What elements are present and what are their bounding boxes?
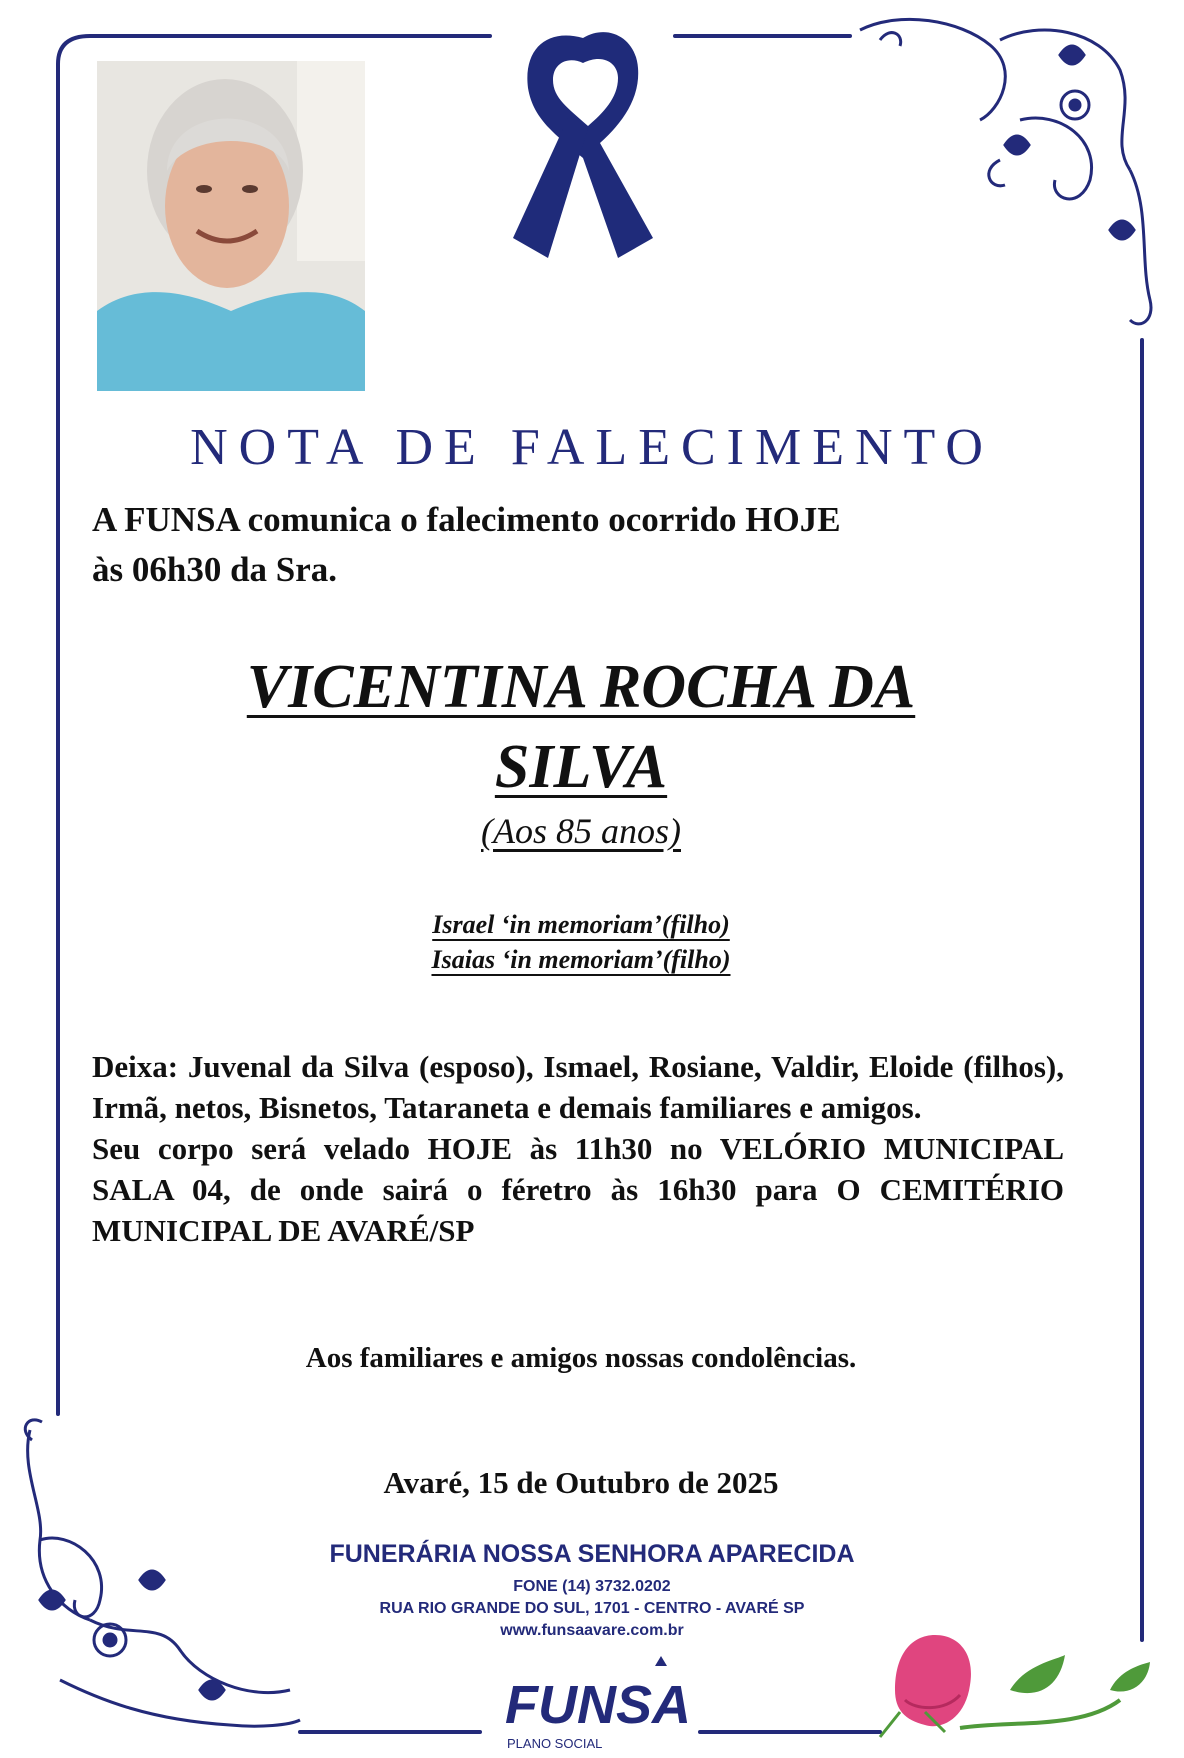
funeral-home-name: FUNERÁRIA NOSSA SENHORA APARECIDA xyxy=(329,1540,855,1568)
deceased-name xyxy=(0,732,1162,803)
age-text xyxy=(0,810,1162,852)
funsa-logo xyxy=(497,1638,687,1753)
intro-line: A FUNSA comunica o falecimento ocorrido HOJE xyxy=(92,500,841,539)
intro-line: às 06h30 da Sra. xyxy=(92,550,338,589)
date-text: Avaré, 15 de Outubro de 2025 xyxy=(383,1465,779,1500)
logo-wordmark: FUNSA xyxy=(505,1675,687,1735)
notice-body xyxy=(92,1046,1064,1251)
funeral-home-address: RUA RIO GRANDE DO SUL, 1701 - CENTRO - AVARÉ SP xyxy=(379,1600,805,1617)
memoriam-text: Isaias ‘in memoriam’(filho) xyxy=(431,945,731,974)
page-title: NOTA DE FALECIMENTO xyxy=(190,419,994,476)
mourning-ribbon-icon xyxy=(508,8,658,268)
deceased-name xyxy=(0,652,1162,723)
memoriam-line xyxy=(0,910,1162,940)
memoriam-line xyxy=(0,945,1162,975)
memoriam-text: Israel ‘in memoriam’(filho) xyxy=(432,910,730,939)
floral-ornament-icon xyxy=(860,19,1151,324)
services-paragraph: Seu corpo será velado HOJE às 11h30 no VELÓRIO MUNICIPAL SALA 04, de onde sairá o féretro às 16h30 para O CEMITÉRIO MUNICIPAL DE AVARÉ/SP xyxy=(92,1131,1064,1248)
logo-subtext: PLANO SOCIAL xyxy=(507,1736,603,1751)
age-value: (Aos 85 anos) xyxy=(481,811,681,851)
condolences-text: Aos familiares e amigos nossas condolências. xyxy=(305,1342,857,1374)
intro-text xyxy=(92,495,1092,595)
rose-icon xyxy=(880,1635,1150,1737)
deceased-name-line: VICENTINA ROCHA DA xyxy=(246,653,916,721)
funeral-home-phone: FONE (14) 3732.0202 xyxy=(513,1578,671,1595)
funeral-home-website: www.funsaavare.com.br xyxy=(500,1622,684,1639)
portrait-photo xyxy=(97,61,365,391)
survivors-paragraph: Deixa: Juvenal da Silva (esposo), Ismael, Rosiane, Valdir, Eloide (filhos), Irmã, netos, Bisnetos, Tataraneta e demais familiares e amigos. xyxy=(92,1049,1064,1125)
deceased-name-line: SILVA xyxy=(494,733,668,801)
